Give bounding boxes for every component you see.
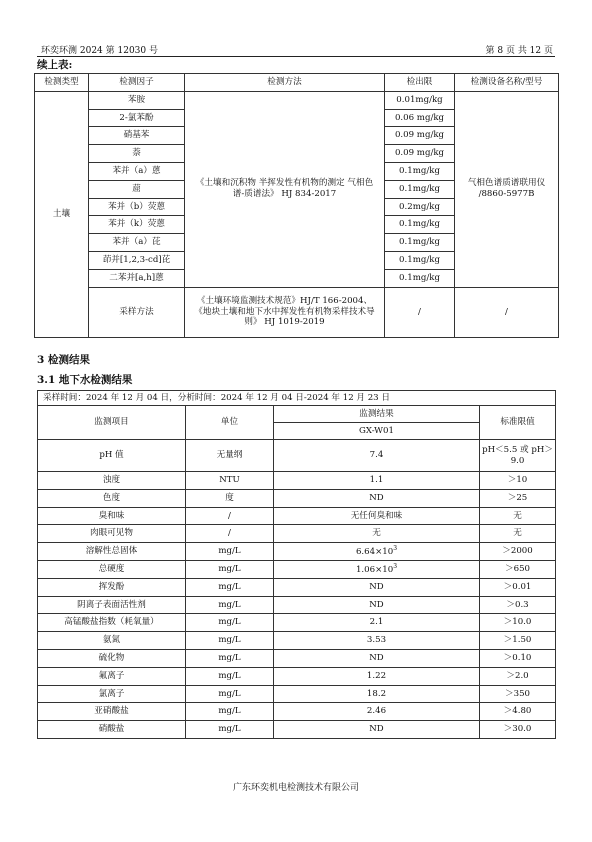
page-header xyxy=(37,42,555,57)
table-row xyxy=(38,685,556,703)
limit-cell: pH＜5.5 或 pH＞9.0 xyxy=(480,440,556,472)
factor-cell: 苯胺 xyxy=(89,91,185,109)
unit-cell: mg/L xyxy=(186,632,274,650)
sampling-limit-cell: / xyxy=(385,287,455,337)
unit-cell: mg/L xyxy=(186,596,274,614)
value-cell: ND xyxy=(274,649,480,667)
groundwater-results-table xyxy=(37,390,556,739)
factor-cell: 䓛 xyxy=(89,180,185,198)
section-heading-3: 3 检测结果 xyxy=(37,354,90,366)
limit-cell: ＞2.0 xyxy=(480,667,556,685)
limit-cell: ＞30.0 xyxy=(480,721,556,739)
table-row xyxy=(38,543,556,561)
item-cell: 高锰酸盐指数（耗氧量） xyxy=(38,614,186,632)
limit-cell: ＞2000 xyxy=(480,543,556,561)
header-result: 监测结果 xyxy=(274,406,480,423)
item-cell: 亚硝酸盐 xyxy=(38,703,186,721)
sampling-method-cell: 《土壤环境监测技术规范》HJ/T 166-2004、《地块土壤和地下水中挥发性有机物采样技术导则》 HJ 1019-2019 xyxy=(185,287,385,337)
factor-cell: 硝基苯 xyxy=(89,127,185,145)
factor-cell: 2-氯苯酚 xyxy=(89,109,185,127)
table-row xyxy=(38,703,556,721)
value-exponent: 3 xyxy=(393,545,398,553)
header-point: GX-W01 xyxy=(274,423,480,440)
category-cell: 土壤 xyxy=(35,91,89,337)
header-cell: 检测设备名称/型号 xyxy=(455,74,559,92)
unit-cell: NTU xyxy=(186,472,274,490)
limit-cell: 0.1mg/kg xyxy=(385,269,455,287)
item-cell: pH 值 xyxy=(38,440,186,472)
value-cell xyxy=(274,560,480,578)
table-row xyxy=(38,507,556,525)
header-cell: 检测类型 xyxy=(35,74,89,92)
item-cell: 总硬度 xyxy=(38,560,186,578)
unit-cell: mg/L xyxy=(186,543,274,561)
limit-cell: 0.09 mg/kg xyxy=(385,127,455,145)
factor-cell: 苯并（k）荧蒽 xyxy=(89,216,185,234)
value-cell xyxy=(274,543,480,561)
value-exponent: 3 xyxy=(393,563,398,571)
table-row xyxy=(35,91,559,109)
factor-cell: 苯并（a）蒽 xyxy=(89,162,185,180)
time-row xyxy=(38,391,556,406)
unit-cell: mg/L xyxy=(186,685,274,703)
factor-cell: 萘 xyxy=(89,145,185,163)
factor-cell: 二苯并[a,h]蒽 xyxy=(89,269,185,287)
table-row xyxy=(38,596,556,614)
unit-cell: mg/L xyxy=(186,649,274,667)
limit-cell: ＞4.80 xyxy=(480,703,556,721)
sampling-label-cell: 采样方法 xyxy=(89,287,185,337)
limit-cell: 0.09 mg/kg xyxy=(385,145,455,163)
limit-cell: 0.1mg/kg xyxy=(385,251,455,269)
table-row xyxy=(38,667,556,685)
header-unit: 单位 xyxy=(186,406,274,440)
value-cell: 3.53 xyxy=(274,632,480,650)
item-cell: 肉眼可见物 xyxy=(38,525,186,543)
header-item: 监测项目 xyxy=(38,406,186,440)
sampling-row xyxy=(35,287,559,337)
section-heading-3-1: 3.1 地下水检测结果 xyxy=(37,374,133,386)
limit-cell: ＞0.3 xyxy=(480,596,556,614)
value-cell: 无任何臭和味 xyxy=(274,507,480,525)
page-info: 第 8 页 共 12 页 xyxy=(485,46,553,56)
continued-label: 续上表: xyxy=(37,59,73,71)
table-row xyxy=(38,560,556,578)
value-cell: 2.1 xyxy=(274,614,480,632)
table-header-row xyxy=(38,406,556,423)
limit-cell: ＞10 xyxy=(480,472,556,490)
value-cell: ND xyxy=(274,578,480,596)
item-cell: 硫化物 xyxy=(38,649,186,667)
method-cell: 《土壤和沉积物 半挥发性有机物的测定 气相色谱-质谱法》 HJ 834-2017 xyxy=(185,91,385,287)
item-cell: 氯离子 xyxy=(38,685,186,703)
limit-cell: ＞1.50 xyxy=(480,632,556,650)
value-cell: ND xyxy=(274,489,480,507)
limit-cell: 0.1mg/kg xyxy=(385,234,455,252)
unit-cell: mg/L xyxy=(186,667,274,685)
header-cell: 检测因子 xyxy=(89,74,185,92)
limit-cell: 无 xyxy=(480,507,556,525)
limit-cell: 0.01mg/kg xyxy=(385,91,455,109)
table-row xyxy=(38,614,556,632)
limit-cell: 0.06 mg/kg xyxy=(385,109,455,127)
unit-cell: mg/L xyxy=(186,721,274,739)
limit-cell: 0.1mg/kg xyxy=(385,162,455,180)
header-cell: 检测方法 xyxy=(185,74,385,92)
equipment-cell: 气相色谱质谱联用仪 /8860-5977B xyxy=(455,91,559,287)
factor-cell: 苯并（b）荧蒽 xyxy=(89,198,185,216)
item-cell: 浊度 xyxy=(38,472,186,490)
limit-cell: ＞350 xyxy=(480,685,556,703)
unit-cell: mg/L xyxy=(186,578,274,596)
time-cell: 采样时间：2024 年 12 月 04 日，分析时间：2024 年 12 月 04 日-2024 年 12 月 23 日 xyxy=(38,391,556,406)
value-cell: 无 xyxy=(274,525,480,543)
unit-cell: mg/L xyxy=(186,560,274,578)
table-row xyxy=(38,721,556,739)
unit-cell: / xyxy=(186,525,274,543)
table-row xyxy=(38,472,556,490)
sampling-equipment-cell: / xyxy=(455,287,559,337)
limit-cell: 无 xyxy=(480,525,556,543)
limit-cell: 0.2mg/kg xyxy=(385,198,455,216)
item-cell: 臭和味 xyxy=(38,507,186,525)
unit-cell: 度 xyxy=(186,489,274,507)
unit-cell: mg/L xyxy=(186,703,274,721)
table-row xyxy=(38,578,556,596)
limit-cell: ＞0.10 xyxy=(480,649,556,667)
item-cell: 氟离子 xyxy=(38,667,186,685)
table-row xyxy=(38,649,556,667)
value-cell: 1.1 xyxy=(274,472,480,490)
table-row xyxy=(38,489,556,507)
item-cell: 硝酸盐 xyxy=(38,721,186,739)
value-cell: 7.4 xyxy=(274,440,480,472)
value-cell: 18.2 xyxy=(274,685,480,703)
method-table xyxy=(34,73,559,338)
value-cell: ND xyxy=(274,596,480,614)
unit-cell: / xyxy=(186,507,274,525)
unit-cell: mg/L xyxy=(186,614,274,632)
report-number: 环奕环测 2024 第 12030 号 xyxy=(41,46,158,56)
limit-cell: ＞25 xyxy=(480,489,556,507)
footer-company: 广东环奕机电检测技术有限公司 xyxy=(232,783,359,793)
unit-cell: 无量纲 xyxy=(186,440,274,472)
factor-cell: 苯并（a）芘 xyxy=(89,234,185,252)
value-cell: 1.22 xyxy=(274,667,480,685)
item-cell: 挥发酚 xyxy=(38,578,186,596)
table-row xyxy=(38,525,556,543)
item-cell: 溶解性总固体 xyxy=(38,543,186,561)
limit-cell: ＞0.01 xyxy=(480,578,556,596)
item-cell: 色度 xyxy=(38,489,186,507)
limit-cell: 0.1mg/kg xyxy=(385,180,455,198)
limit-cell: 0.1mg/kg xyxy=(385,216,455,234)
limit-cell: ＞10.0 xyxy=(480,614,556,632)
item-cell: 阴离子表面活性剂 xyxy=(38,596,186,614)
limit-cell: ＞650 xyxy=(480,560,556,578)
factor-cell: 茚并[1,2,3-cd]芘 xyxy=(89,251,185,269)
table-row xyxy=(38,632,556,650)
value-mantissa: 1.06×10 xyxy=(355,564,394,575)
header-cell: 检出限 xyxy=(385,74,455,92)
value-mantissa: 6.64×10 xyxy=(355,547,394,558)
value-cell: 2.46 xyxy=(274,703,480,721)
header-limit: 标准限值 xyxy=(480,406,556,440)
table-header-row xyxy=(35,74,559,92)
item-cell: 氨氮 xyxy=(38,632,186,650)
value-cell: ND xyxy=(274,721,480,739)
table-row xyxy=(38,440,556,472)
